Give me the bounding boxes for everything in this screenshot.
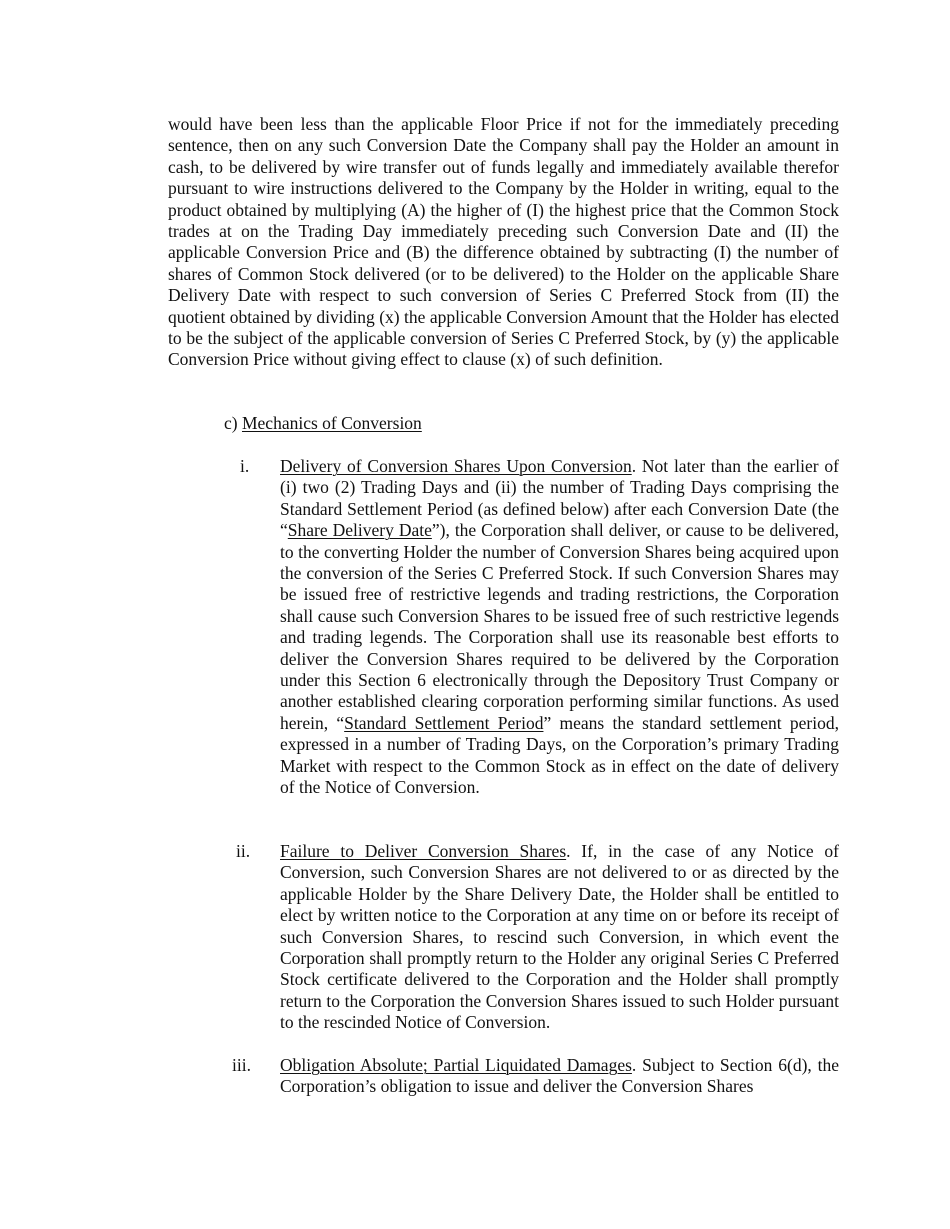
item-heading: Obligation Absolute; Partial Liquidated Damages xyxy=(280,1055,632,1075)
section-heading xyxy=(224,413,422,434)
item-text: ”), the Corporation shall deliver, or cause to be delivered, to the converting Holder the number of Conversion Shares being acquired upon the conversion of the Series C Preferred Stock. If such Conversion Shares may be issued free of restrictive legends and trading restrictions, the Corporation shall cause such Conversion Shares to be issued free of such restrictive legends and trading legends. The Corporation shall use its reasonable best efforts to deliver the Conversion Shares required to be delivered by the Corporation under this Section 6 electronically through the Depository Trust Company or another established clearing corporation performing similar functions. As used herein, “ xyxy=(280,520,839,733)
section-label: c) xyxy=(224,413,238,433)
item-number: iii. xyxy=(232,1055,251,1075)
item-body xyxy=(280,456,839,799)
item-body xyxy=(280,841,839,1034)
item-heading: Delivery of Conversion Shares Upon Conversion xyxy=(280,456,632,476)
item-body xyxy=(280,1055,839,1098)
item-number: ii. xyxy=(236,841,251,861)
item-text: . If, in the case of any Notice of Conversion, such Conversion Shares are not delivered to or as directed by the applicable Holder by the Share Delivery Date, the Holder shall be entitled to elect by written notice to the Corporation at any time on or before its receipt of such Conversion Shares, to rescind such Conversion, in which event the Corporation shall promptly return to the Holder any original Series C Preferred Stock certificate delivered to the Corporation and the Holder shall promptly return to the Corporation the Conversion Shares issued to such Holder pursuant to the rescinded Notice of Conversion. xyxy=(280,841,839,1033)
defined-term-share-delivery-date: Share Delivery Date xyxy=(287,520,432,541)
item-heading: Failure to Deliver Conversion Shares xyxy=(280,841,567,861)
item-text: . Subject to Section 6(d), the Corporation’s obligation to issue and deliver the Conversion Shares xyxy=(280,1055,839,1097)
item-number: i. xyxy=(240,456,250,476)
intro-paragraph: would have been less than the applicable Floor Price if not for the immediately preceding sentence, then on any such Conversion Date the Company shall pay the Holder an amount in cash, to be delivered by wire transfer out of funds legally and immediately available therefor pursuant to wire instructions delivered to the Company by the Holder in writing, equal to the product obtained by multiplying (A) the higher of (I) the highest price that the Common Stock trades at on the Trading Day immediately preceding such Conversion Date and (II) the applicable Conversion Price and (B) the difference obtained by subtracting (I) the number of shares of Common Stock delivered (or to be delivered) to the Holder on the applicable Share Delivery Date with respect to such conversion of Series C Preferred Stock from (II) the quotient obtained by dividing (x) the applicable Conversion Amount that the Holder has elected to be the subject of the applicable conversion of Series C Preferred Stock, by (y) the applicable Conversion Price without giving effect to clause (x) of such definition. xyxy=(168,114,839,370)
section-title: Mechanics of Conversion xyxy=(241,413,422,433)
item-text: . Not later than the earlier of (i) two (2) Trading Days and (ii) the number of Trading Days comprising the Standard Settlement Period (as defined below) after each Conversion Date (the “ xyxy=(280,456,839,541)
defined-term-standard-settlement-period: Standard Settlement Period xyxy=(344,712,544,733)
item-text: ” means the standard settlement period, expressed in a number of Trading Days, on the Corporation’s primary Trading Market with respect to the Common Stock as in effect on the date of delivery of the Notice of Conversion. xyxy=(280,712,839,798)
